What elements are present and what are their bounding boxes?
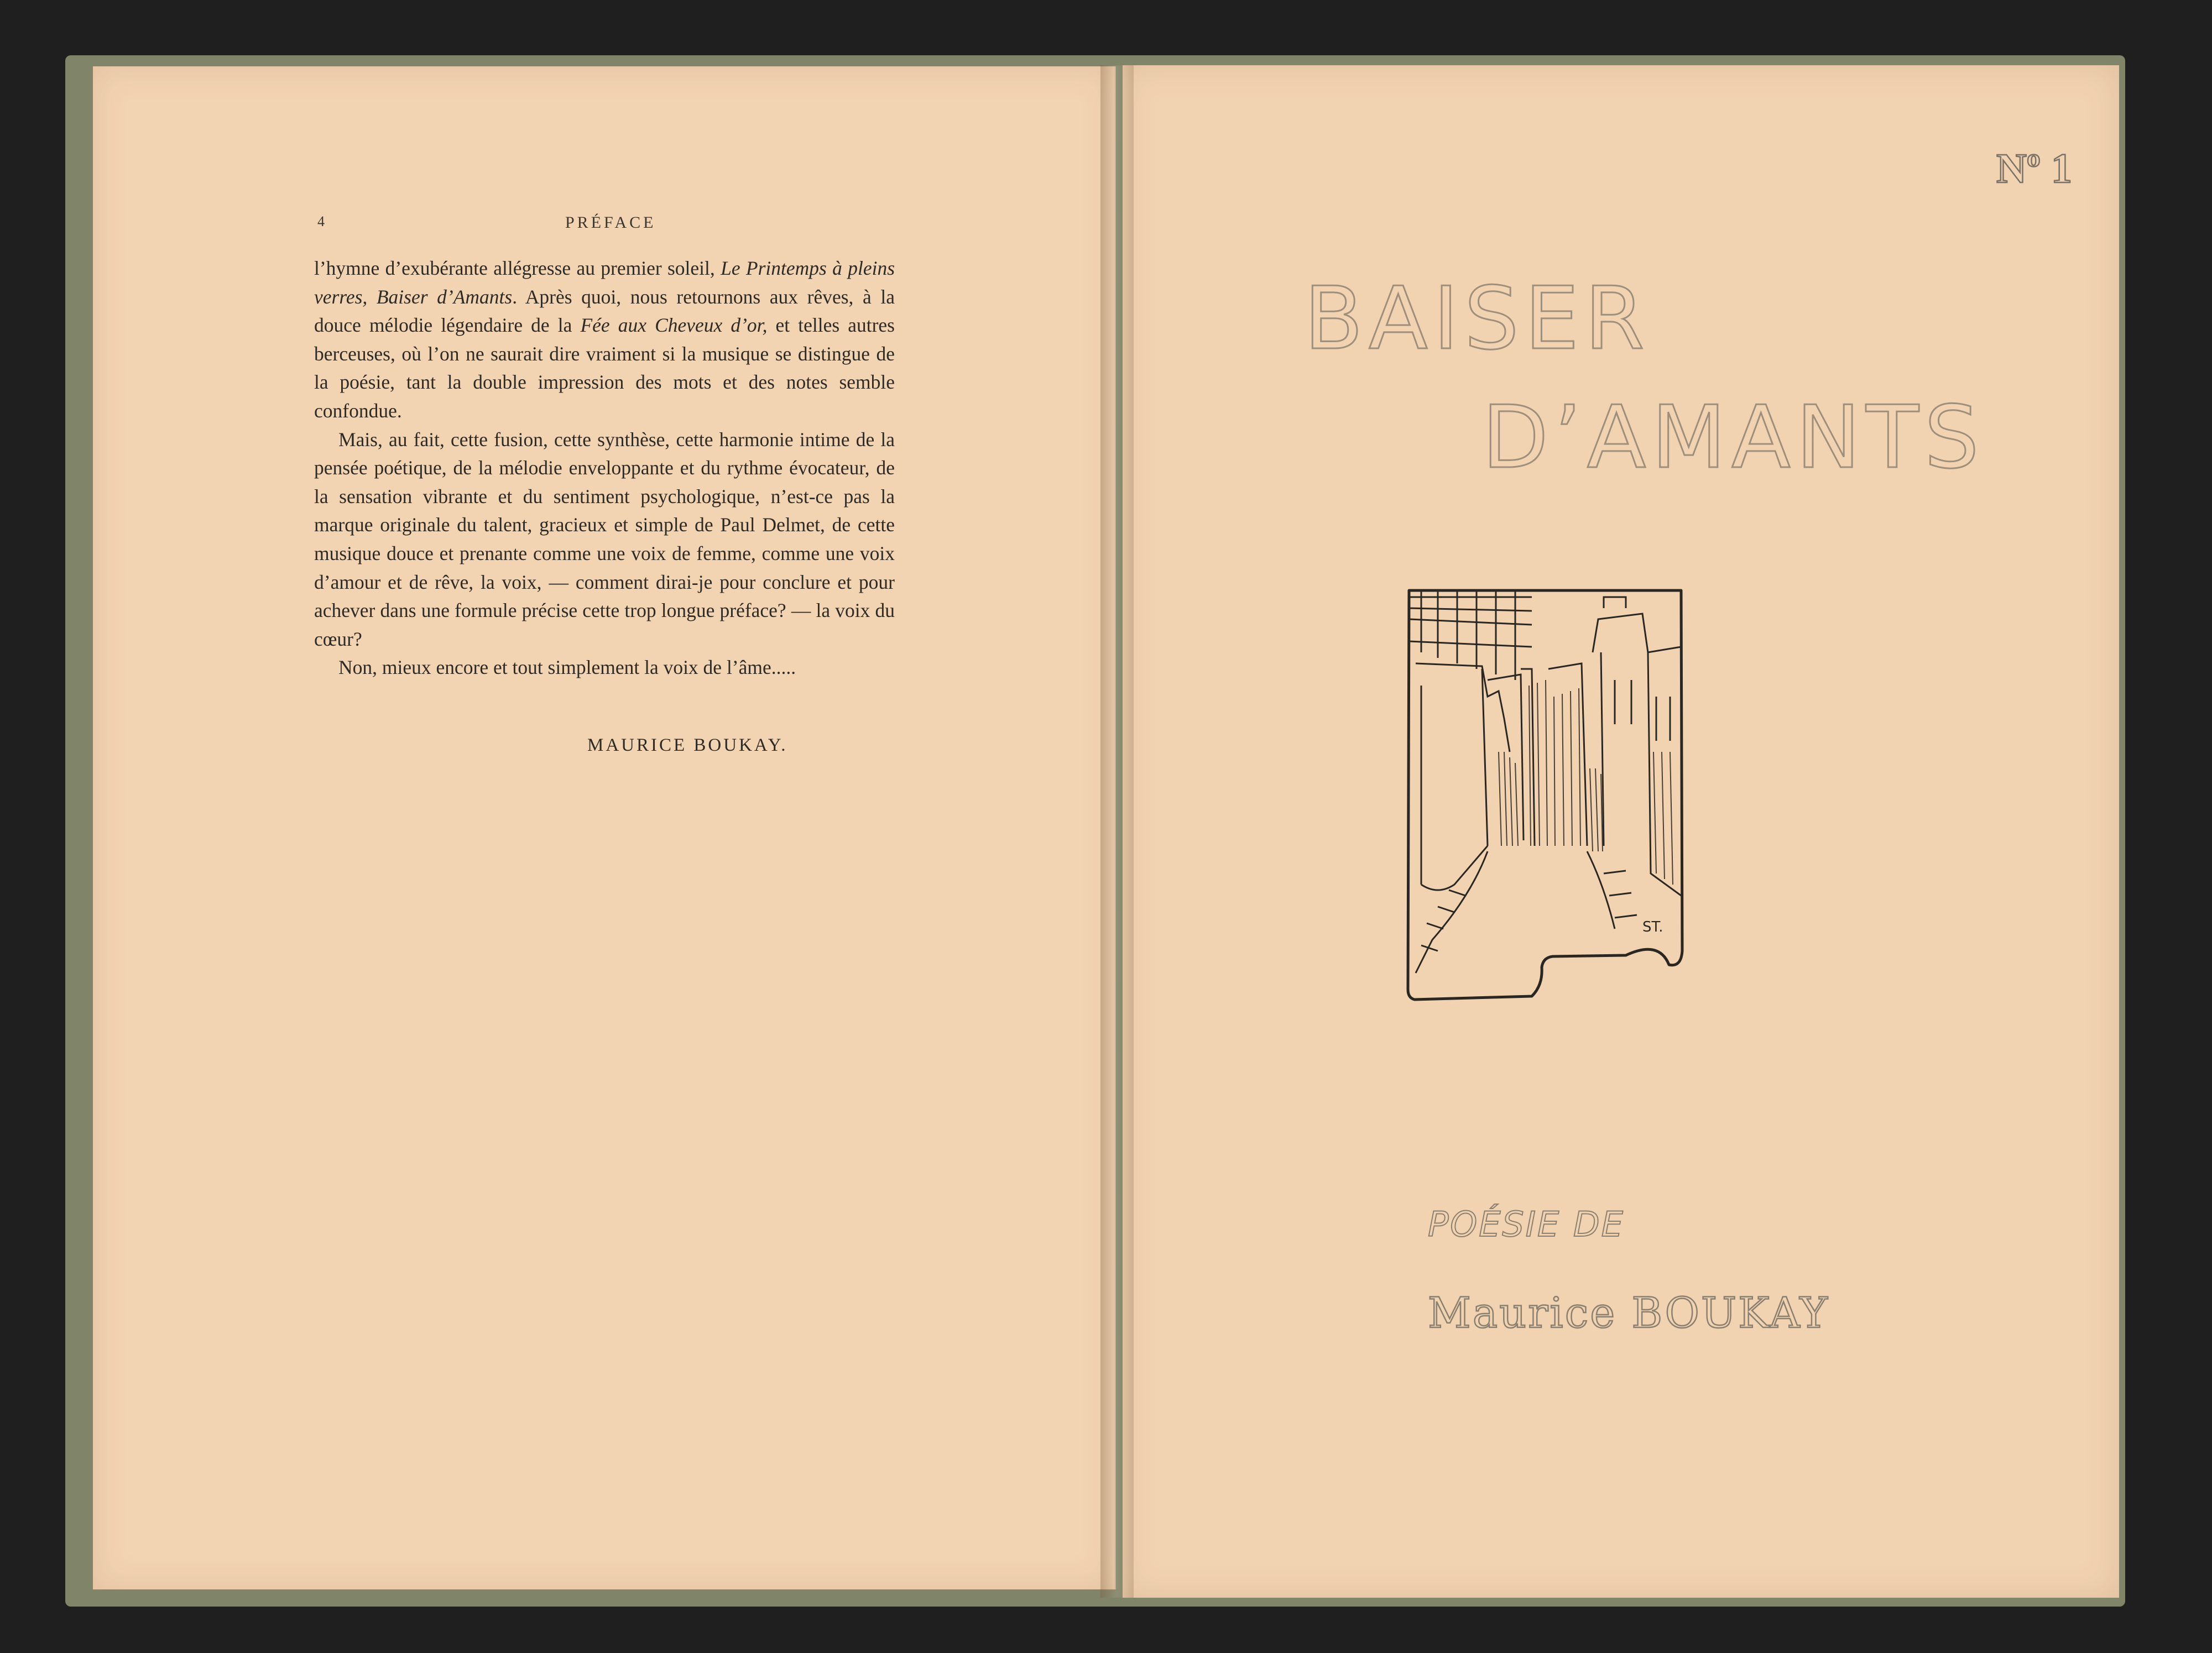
text-run: . Après quoi, nous retournons aux rêves, à la douce mélodie légendaire de la (314, 285, 895, 337)
text-run: l’hymne d’exubérante allégresse au premier soleil, (314, 257, 721, 279)
paragraph-1 (314, 254, 895, 426)
running-title: PRÉFACE (565, 213, 656, 232)
italic-title: Le Printemps à pleins verres, Baiser d’Amants (314, 257, 895, 308)
illustration-frame (1408, 590, 1682, 1000)
paragraph-2: Mais, au fait, cette fusion, cette synthèse, cette harmonie intime de la pensée poétique, de la mélodie enveloppante et du rythme évocateur, de la sensation vibrante et du sentiment psychologique, n’est-ce pas la marque originale du talent, gracieux et simple de Paul Delmet, de cette musique douce et prenante comme une voix de femme, comme une voix d’amour et de rêve, la voix, — comment dirai-je pour conclure et pour achever dans une formule précise cette trop longue préface? — la voix du cœur? (314, 428, 895, 650)
title-line-2: D’AMANTS (1482, 387, 1985, 488)
title-line-1: BAISER (1304, 268, 1650, 369)
illustration-signature: ST. (1642, 919, 1663, 935)
text-run: et telles autres berceuses, où l’on ne saurait dire vraiment si la musique se distingue de la poésie, tant la double impression des mots et des notes semble confondue. (314, 314, 895, 422)
paragraph-3: Non, mieux encore et tout simplement la voix de l’âme..... (338, 656, 796, 679)
book-gutter (1100, 65, 1134, 1598)
italic-title: Fée aux Cheveux d’or, (580, 314, 768, 337)
issue-number: Nº 1 (1996, 145, 2072, 192)
page-number: 4 (317, 213, 327, 229)
poetry-by-label: POÉSIE DE (1428, 1204, 1625, 1244)
street-illustration (1405, 586, 1692, 1006)
author-name: Maurice BOUKAY (1428, 1288, 1829, 1337)
running-head (317, 211, 898, 239)
preface-text (314, 254, 895, 682)
author-signature: MAURICE BOUKAY. (587, 735, 788, 755)
